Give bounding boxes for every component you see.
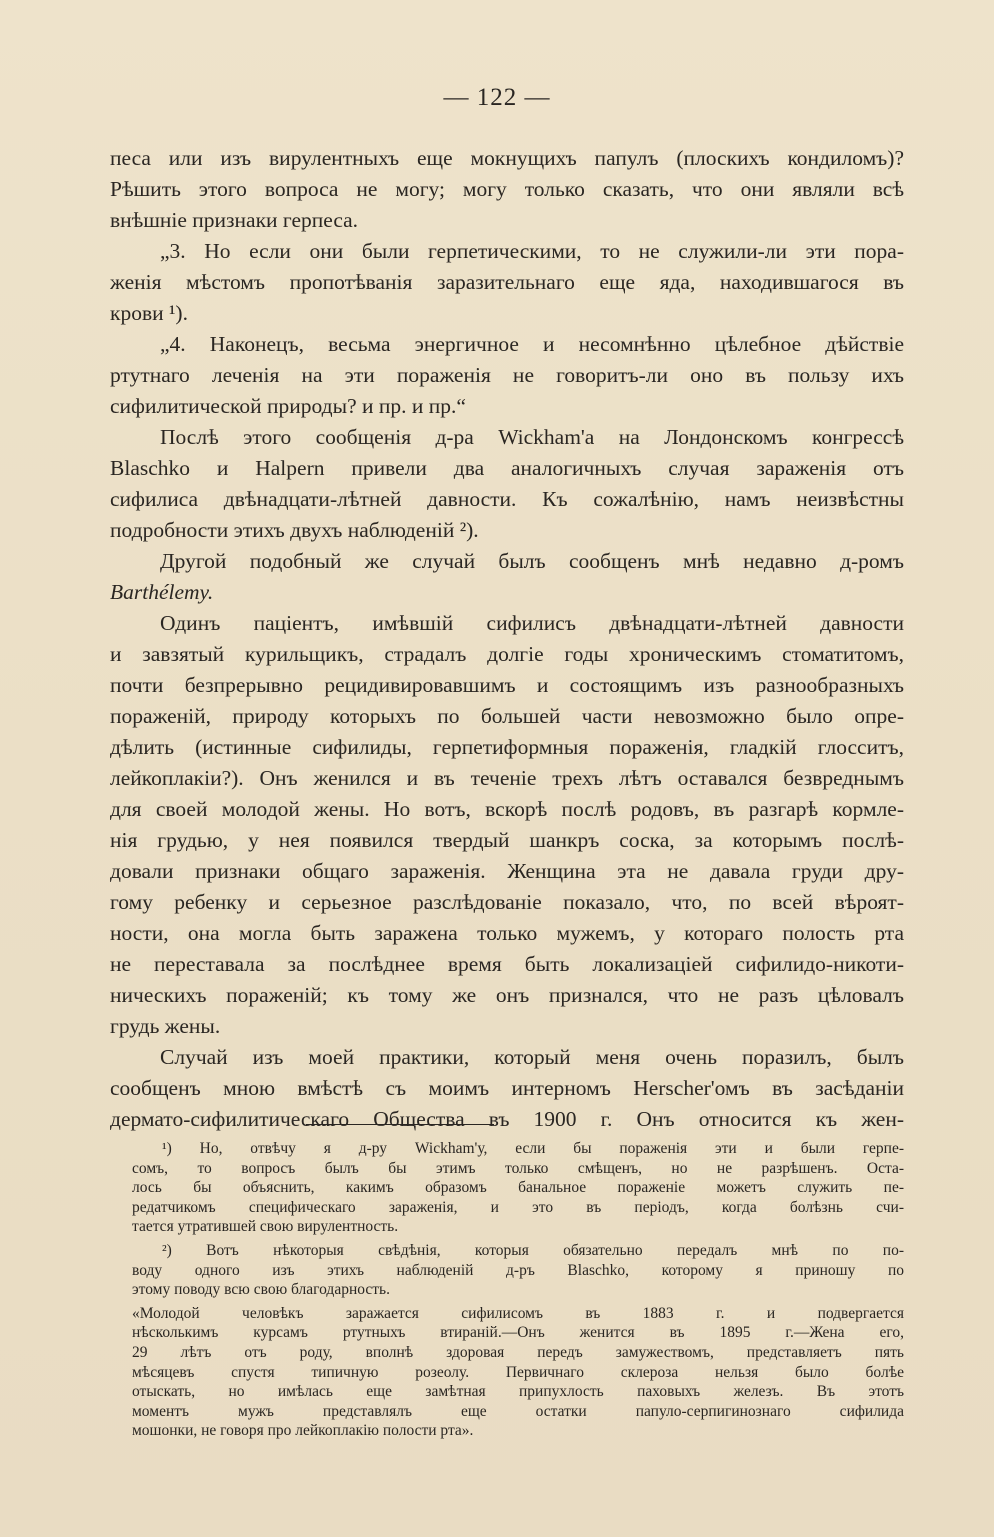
text-line: сифилитической природы? и пр. и пр.“ xyxy=(110,394,466,418)
text-line: дѣлить (истинные сифилиды, герпетиформныя пораженія, гладкій глосситъ, xyxy=(110,735,904,759)
footnote-line: «Молодой человѣкъ заражается сифилисомъ въ 1883 г. и подвергается xyxy=(132,1304,904,1322)
footnote-divider xyxy=(306,1124,494,1125)
footnote-line: ¹) Но, отвѣчу я д-ру Wickham'у, если бы пораженія эти и были герпе- xyxy=(162,1140,904,1157)
main-text xyxy=(110,143,904,1135)
text-line: ности, она могла быть заражена только мужемъ, у котораго полость рта xyxy=(110,921,904,945)
text-line: Случай изъ моей практики, который меня очень поразилъ, былъ xyxy=(160,1045,904,1069)
text-line: крови ¹). xyxy=(110,301,188,325)
text-line: женія мѣстомъ пропотѣванія заразительнаго еще яда, находившагося въ xyxy=(110,270,904,294)
text-line: „4. Наконецъ, весьма энергичное и несомнѣнно цѣлебное дѣйствіе xyxy=(160,332,904,356)
text-line: „3. Но если они были герпетическими, то не служили-ли эти пора- xyxy=(160,239,904,263)
text-line: ническихъ пораженій; къ тому же онъ признался, что не разъ цѣловалъ xyxy=(110,983,904,1007)
footnote-line: сомъ, то вопросъ былъ бы этимъ только смѣщенъ, но не разрѣшенъ. Оста- xyxy=(132,1159,904,1177)
text-line: Одинъ паціентъ, имѣвшій сифилисъ двѣнадцати-лѣтней давности xyxy=(160,611,904,635)
text-line: и завзятый курильщикъ, страдалъ долгіе годы хроническимъ стоматитомъ, xyxy=(110,642,904,666)
footnote-line: моментъ мужъ представлялъ еще остатки папуло-серпигинознаго сифилида xyxy=(132,1402,904,1420)
text-line: песа или изъ вирулентныхъ еще мокнущихъ папулъ (плоскихъ кондиломъ)? xyxy=(110,146,904,170)
footnote-line: мошонки, не говоря про лейкоплакію полости рта». xyxy=(132,1422,474,1440)
text-line: сообщенъ мною вмѣстѣ съ моимъ интерномъ Herscher'омъ въ засѣданіи xyxy=(110,1076,904,1100)
text-line: Рѣшить этого вопроса не могу; могу только сказать, что они являли всѣ xyxy=(110,177,904,201)
text-line: дермато-сифилитическаго Общества въ 1900 г. Онъ относится къ жен- xyxy=(110,1107,904,1131)
footnote-line: воду одного изъ этихъ наблюденій д-ръ Blaschko, которому я приношу по xyxy=(132,1261,904,1279)
footnote-line: лось бы объяснить, какимъ образомъ банальное пораженіе можетъ служить пе- xyxy=(132,1179,904,1197)
footnote-line: ²) Вотъ нѣкоторыя свѣдѣнія, которыя обязательно передалъ мнѣ по по- xyxy=(162,1241,904,1259)
page-number: — 122 — xyxy=(443,84,551,111)
text-line: пораженій, природу которыхъ по большей части невозможно было опре- xyxy=(110,704,904,728)
text-line: для своей молодой жены. Но вотъ, вскорѣ послѣ родовъ, въ разгарѣ кормле- xyxy=(110,797,904,821)
text-line: Послѣ этого сообщенія д-ра Wickham'а на Лондонскомъ конгрессѣ xyxy=(160,425,904,449)
footnote-line: этому поводу всю свою благодарность. xyxy=(132,1281,390,1299)
text-line: Другой подобный же случай былъ сообщенъ мнѣ недавно д-ромъ xyxy=(160,549,904,573)
text-line: Blaschko и Halpern привели два аналогичныхъ случая зараженія отъ xyxy=(110,456,904,480)
text-line: подробности этихъ двухъ наблюденій ²). xyxy=(110,518,479,542)
footnote-line: тается утратившей свою вирулентность. xyxy=(132,1218,399,1236)
text-line: довали признаки общаго зараженія. Женщина эта не давала груди дру- xyxy=(110,859,904,883)
text-line: ртутнаго леченія на эти пораженія не говоритъ-ли оно въ пользу ихъ xyxy=(110,363,904,387)
text-line: нія грудью, у нея появился твердый шанкръ соска, за которымъ послѣ- xyxy=(110,828,904,852)
footnotes xyxy=(132,1139,904,1441)
text-line: сифилиса двѣнадцати-лѣтней давности. Къ сожалѣнію, намъ неизвѣстны xyxy=(110,487,904,511)
text-line: грудь жены. xyxy=(110,1014,221,1038)
text-line: не переставала за послѣднее время быть локализаціей сифилидо-никоти- xyxy=(110,952,904,976)
text-line: внѣшніе признаки герпеса. xyxy=(110,208,359,232)
text-line: лейкоплакіи?). Онъ женился и въ теченіе трехъ лѣтъ оставался безвреднымъ xyxy=(110,766,904,790)
footnote-line: 29 лѣтъ отъ роду, вполнѣ здоровая передъ замужествомъ, представляетъ пять xyxy=(132,1343,904,1361)
footnote-line: мѣсяцевъ спустя типичную розеолу. Первичнаго склероза нельзя было болѣе xyxy=(132,1363,904,1381)
footnote-line: отыскать, но имѣлась еще замѣтная припухлость паховыхъ железъ. Въ этотъ xyxy=(132,1383,904,1401)
footnote-line: нѣсколькимъ курсамъ ртутныхъ втираній.—Онъ женится въ 1895 г.—Жена его, xyxy=(132,1324,904,1342)
footnote-line: редатчикомъ специфическаго зараженія, и это въ періодъ, когда болѣзнь счи- xyxy=(132,1198,904,1216)
text-line: почти безпрерывно рецидивировавшимъ и состоящимъ изъ разнообразныхъ xyxy=(110,673,904,697)
text-line: Barthélemy. xyxy=(110,580,214,604)
text-line: гому ребенку и серьезное разслѣдованіе показало, что, по всей вѣроят- xyxy=(110,890,904,914)
